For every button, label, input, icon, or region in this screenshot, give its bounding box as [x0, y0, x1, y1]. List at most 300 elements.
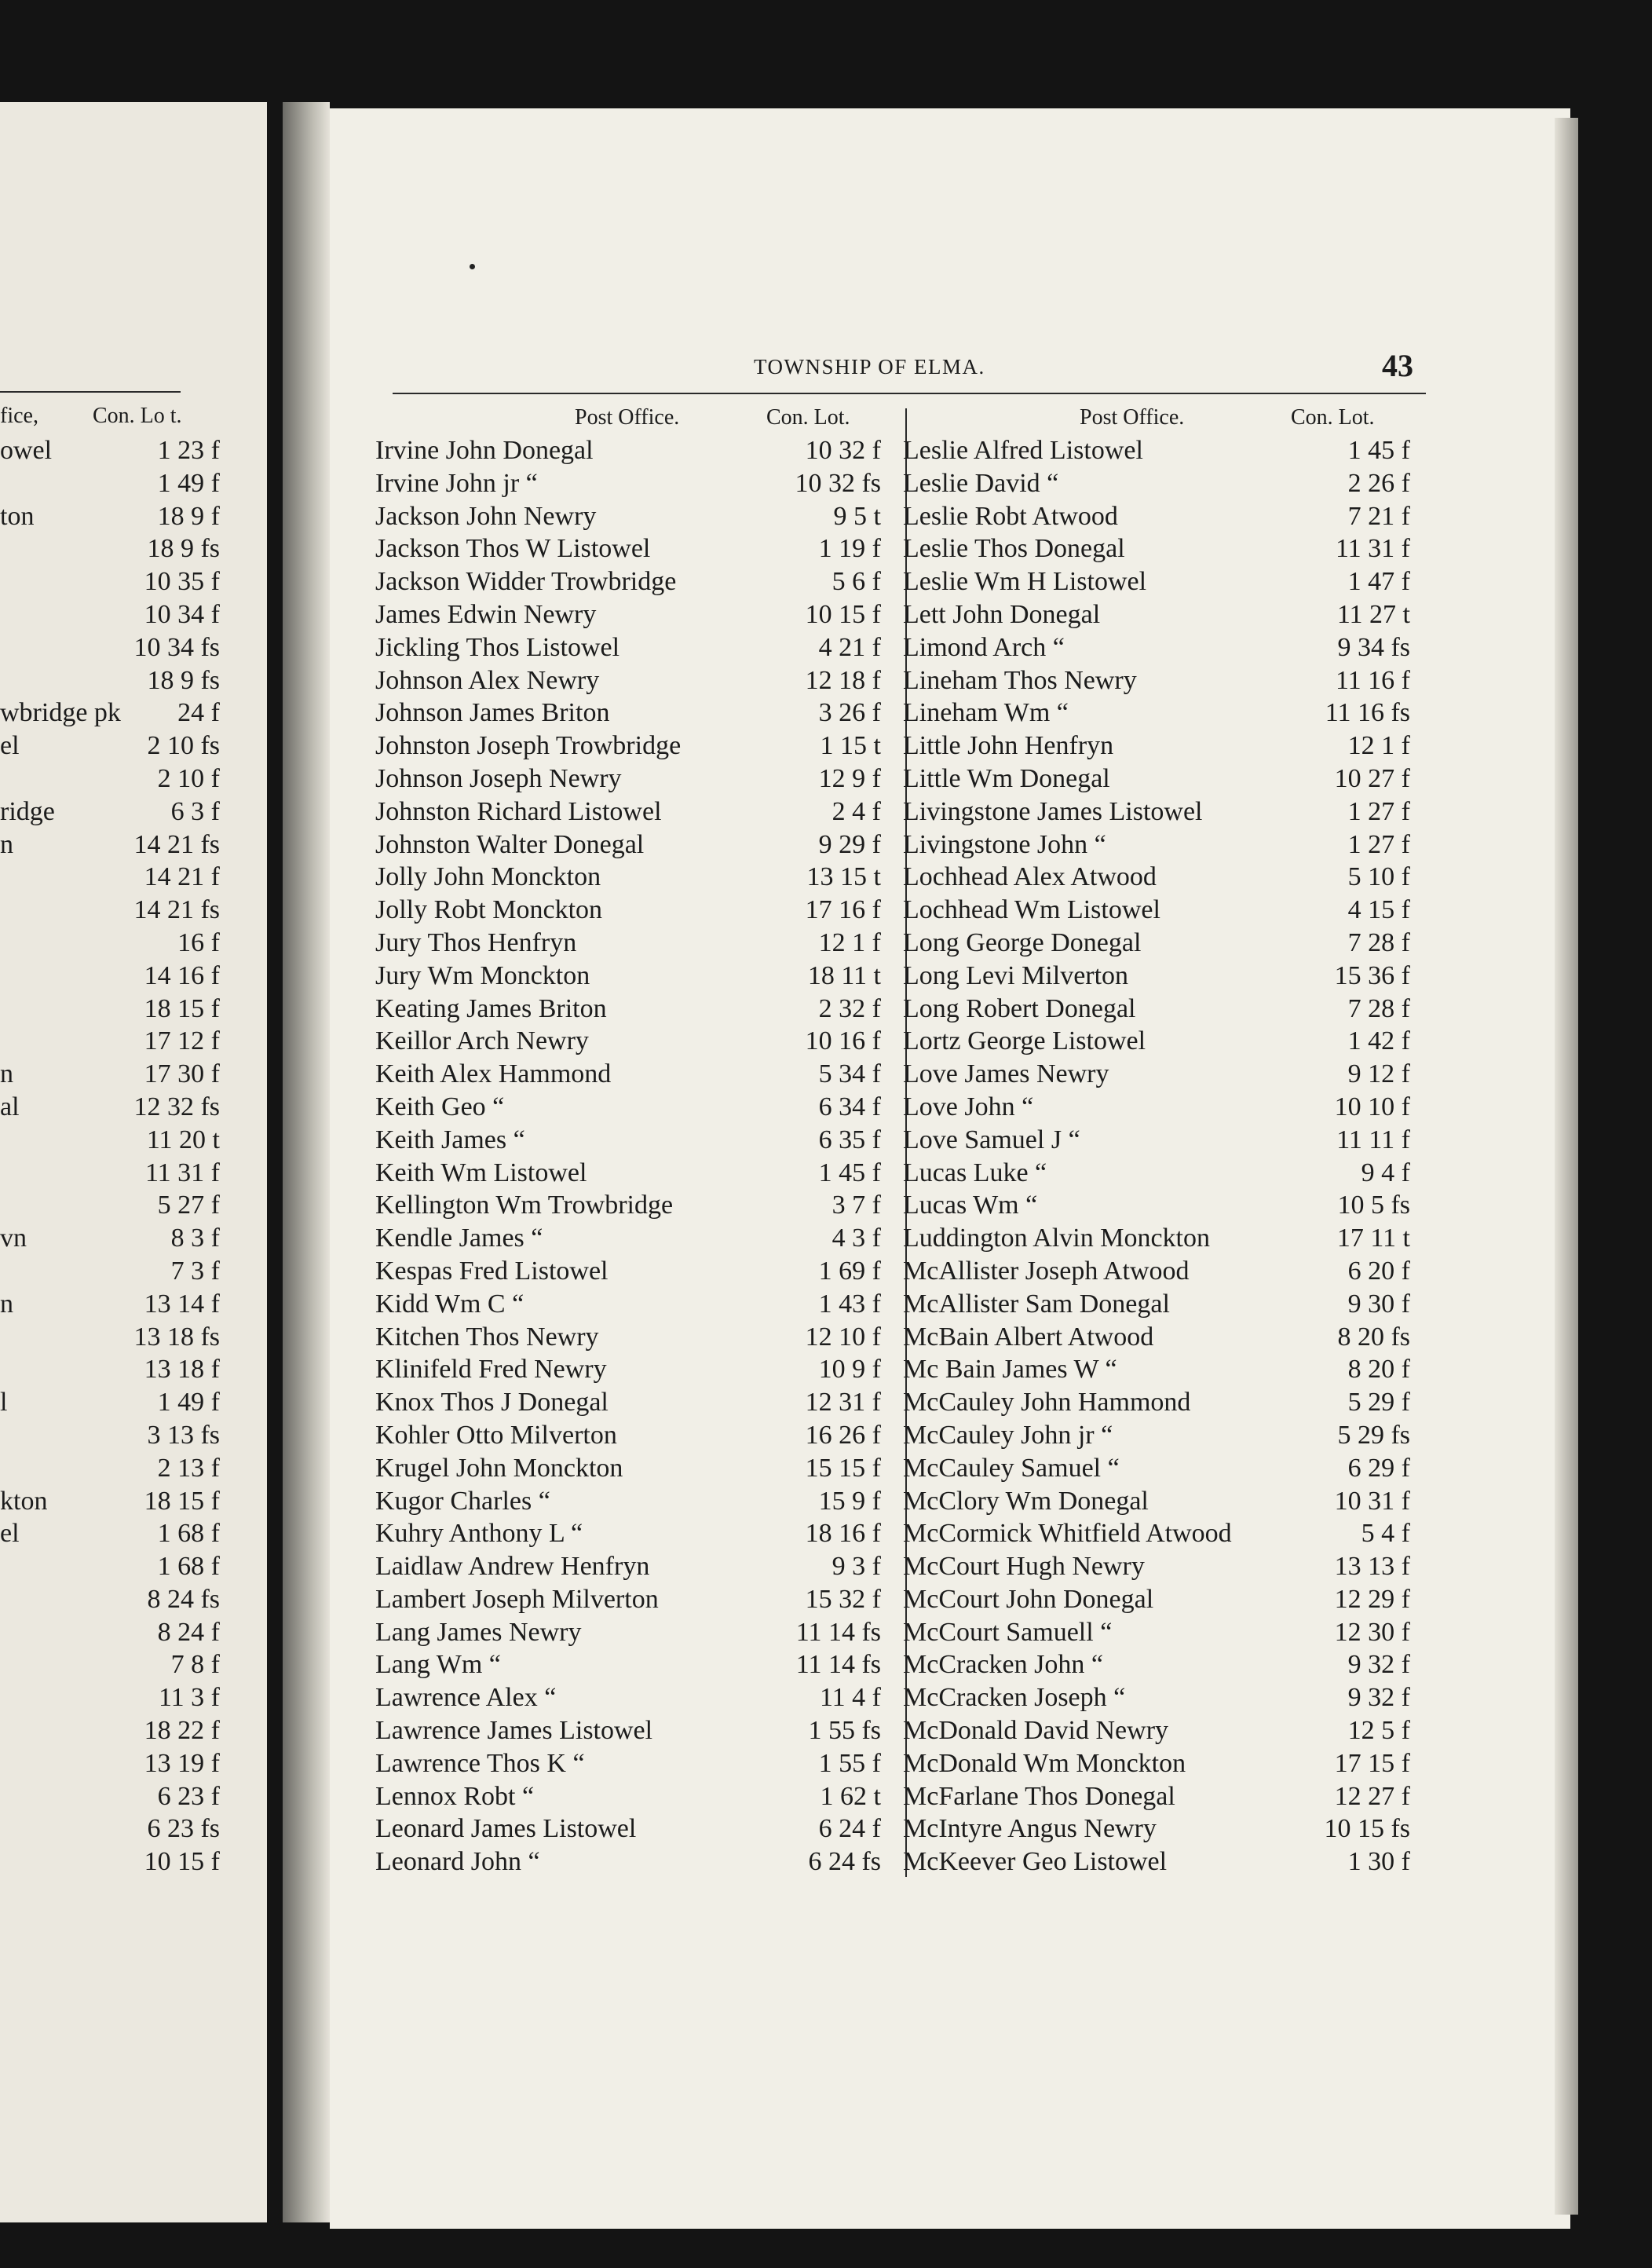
resident-name-post-office: McCauley John jr “	[903, 1420, 1113, 1450]
directory-entry	[903, 1780, 1410, 1813]
concession-lot: 8 20 fs	[1337, 1322, 1410, 1352]
concession-lot: 11 31 f	[1335, 534, 1410, 564]
directory-entry	[903, 631, 1410, 664]
left-page-text-fragment: n	[0, 1059, 13, 1089]
resident-name-post-office: Leslie Wm H Listowel	[903, 567, 1147, 597]
directory-entry	[903, 763, 1410, 796]
directory-entry	[903, 1386, 1410, 1419]
left-page-entry	[0, 1780, 220, 1813]
concession-lot: 12 10 f	[805, 1322, 881, 1352]
directory-entry	[903, 1517, 1410, 1550]
directory-entry	[375, 1353, 881, 1386]
directory-entry	[375, 532, 881, 565]
directory-entry	[903, 1485, 1410, 1518]
directory-entry	[903, 1222, 1410, 1255]
left-page-text-fragment: l	[0, 1388, 8, 1418]
left-page-text-fragment: el	[0, 1519, 20, 1549]
directory-entry	[375, 598, 881, 631]
left-page-entry	[0, 1189, 220, 1222]
directory-entry	[903, 1714, 1410, 1747]
left-page-entry	[0, 434, 220, 467]
left-page-concession-lot: 10 34 f	[144, 599, 220, 629]
left-page-concession-lot: 13 18 f	[144, 1355, 220, 1385]
directory-entry	[375, 861, 881, 894]
concession-lot: 1 15 t	[820, 731, 881, 761]
resident-name-post-office: Klinifeld Fred Newry	[375, 1355, 607, 1385]
concession-lot: 1 42 f	[1347, 1026, 1410, 1056]
directory-entry	[903, 1255, 1410, 1288]
resident-name-post-office: Lochhead Wm Listowel	[903, 895, 1160, 925]
resident-name-post-office: Kohler Otto Milverton	[375, 1420, 617, 1450]
left-page-concession-lot: 11 31 f	[144, 1158, 220, 1187]
directory-entry	[903, 1124, 1410, 1157]
directory-entry	[903, 500, 1410, 533]
resident-name-post-office: Keillor Arch Newry	[375, 1026, 589, 1056]
resident-name-post-office: McIntyre Angus Newry	[903, 1814, 1157, 1844]
resident-name-post-office: Jury Wm Monckton	[375, 960, 590, 990]
resident-name-post-office: Lang Wm “	[375, 1650, 501, 1680]
left-page-entry	[0, 763, 220, 796]
concession-lot: 4 21 f	[818, 632, 881, 662]
concession-lot: 11 16 fs	[1325, 698, 1410, 728]
concession-lot: 17 11 t	[1336, 1224, 1410, 1253]
concession-lot: 9 5 t	[833, 501, 881, 531]
resident-name-post-office: Leslie Robt Atwood	[903, 501, 1118, 531]
left-page-concession-lot: 3 13 fs	[147, 1420, 220, 1450]
directory-entry	[375, 763, 881, 796]
resident-name-post-office: Lortz George Listowel	[903, 1026, 1146, 1056]
concession-lot: 12 5 f	[1347, 1716, 1410, 1746]
concession-lot: 1 27 f	[1347, 829, 1410, 859]
directory-entry	[375, 730, 881, 763]
left-page-header-rule	[0, 391, 181, 393]
left-page-entry	[0, 1222, 220, 1255]
left-page-entry	[0, 1288, 220, 1321]
resident-name-post-office: McCauley Samuel “	[903, 1453, 1120, 1483]
directory-entry	[375, 434, 881, 467]
resident-name-post-office: Livingstone John “	[903, 829, 1106, 859]
left-page-entry	[0, 631, 220, 664]
directory-entry	[375, 1386, 881, 1419]
directory-entry	[375, 1124, 881, 1157]
concession-lot: 1 55 f	[818, 1748, 881, 1778]
resident-name-post-office: Lawrence Thos K “	[375, 1748, 585, 1778]
left-page-concession-lot: 18 15 f	[144, 993, 220, 1023]
directory-entry	[375, 927, 881, 960]
page-gutter	[283, 102, 330, 2222]
concession-lot: 4 3 f	[831, 1224, 881, 1253]
left-page-entry	[0, 796, 220, 829]
concession-lot: 7 28 f	[1347, 993, 1410, 1023]
header-rule	[393, 393, 1426, 394]
concession-lot: 2 26 f	[1347, 468, 1410, 498]
left-page-concession-lot: 14 21 fs	[133, 829, 220, 859]
directory-entry	[375, 1648, 881, 1681]
left-page-entry	[0, 1714, 220, 1747]
concession-lot: 4 15 f	[1347, 895, 1410, 925]
concession-lot: 11 14 fs	[795, 1650, 881, 1680]
concession-lot: 10 15 fs	[1324, 1814, 1410, 1844]
directory-entry	[375, 500, 881, 533]
directory-entry	[903, 1616, 1410, 1649]
left-page-concession-lot: 5 27 f	[157, 1191, 220, 1220]
directory-entry	[903, 730, 1410, 763]
left-page-concession-lot: 17 12 f	[144, 1026, 220, 1056]
concession-lot: 15 9 f	[818, 1486, 881, 1516]
directory-entry	[903, 960, 1410, 993]
concession-lot: 11 4 f	[819, 1683, 881, 1713]
concession-lot: 15 32 f	[805, 1584, 881, 1614]
directory-entry	[375, 960, 881, 993]
directory-entry	[375, 1091, 881, 1124]
resident-name-post-office: Leonard John “	[375, 1847, 540, 1877]
left-page-concession-lot: 6 23 f	[157, 1781, 220, 1811]
directory-entry	[375, 1616, 881, 1649]
concession-lot: 10 5 fs	[1337, 1191, 1410, 1220]
resident-name-post-office: Johnson Joseph Newry	[375, 763, 622, 793]
directory-entry	[903, 1321, 1410, 1354]
resident-name-post-office: Keating James Briton	[375, 993, 607, 1023]
resident-name-post-office: McCracken Joseph “	[903, 1683, 1126, 1713]
concession-lot: 1 45 f	[1347, 436, 1410, 465]
left-page-concession-lot: 8 24 f	[157, 1617, 220, 1647]
left-page-text-fragment: el	[0, 731, 20, 761]
directory-entry	[375, 829, 881, 861]
resident-name-post-office: Leslie Thos Donegal	[903, 534, 1125, 564]
resident-name-post-office: Krugel John Monckton	[375, 1453, 623, 1483]
left-page-entry	[0, 1452, 220, 1485]
column-1-entry-list	[375, 434, 881, 1878]
ink-speck	[470, 264, 475, 269]
directory-entry	[903, 1550, 1410, 1583]
directory-entry	[375, 1714, 881, 1747]
concession-lot: 6 24 f	[818, 1814, 881, 1844]
left-page-concession-lot: 2 10 f	[157, 763, 220, 793]
resident-name-post-office: Jackson Thos W Listowel	[375, 534, 651, 564]
directory-entry	[375, 664, 881, 697]
left-page-entry	[0, 861, 220, 894]
left-page-entry	[0, 697, 220, 730]
resident-name-post-office: McCourt Hugh Newry	[903, 1552, 1145, 1582]
concession-lot: 6 34 f	[818, 1092, 881, 1121]
concession-lot: 12 27 f	[1334, 1781, 1410, 1811]
resident-name-post-office: Love John “	[903, 1092, 1034, 1121]
concession-lot: 9 3 f	[831, 1552, 881, 1582]
concession-lot: 10 31 f	[1334, 1486, 1410, 1516]
resident-name-post-office: Livingstone James Listowel	[903, 796, 1203, 826]
directory-entry	[903, 1025, 1410, 1058]
directory-entry	[375, 1058, 881, 1091]
resident-name-post-office: McCracken John “	[903, 1650, 1103, 1680]
column-1-post-office-header: Post Office.	[575, 405, 680, 430]
resident-name-post-office: Jickling Thos Listowel	[375, 632, 620, 662]
directory-entry	[375, 1681, 881, 1714]
concession-lot: 5 6 f	[831, 567, 881, 597]
concession-lot: 5 29 f	[1347, 1388, 1410, 1418]
left-page-concession-lot: 7 8 f	[170, 1650, 220, 1680]
left-page-con-lot-header: Con. Lo t.	[93, 404, 182, 428]
directory-entry	[903, 1648, 1410, 1681]
concession-lot: 6 20 f	[1347, 1256, 1410, 1286]
left-page-concession-lot: 6 3 f	[170, 796, 220, 826]
left-page-text-fragment: ridge	[0, 796, 55, 826]
resident-name-post-office: Jolly John Monckton	[375, 862, 601, 892]
directory-entry	[375, 1321, 881, 1354]
left-page-concession-lot: 1 68 f	[157, 1519, 220, 1549]
left-page-concession-lot: 11 3 f	[158, 1683, 220, 1713]
left-page-entry	[0, 1616, 220, 1649]
concession-lot: 1 62 t	[820, 1781, 881, 1811]
directory-entry	[903, 796, 1410, 829]
directory-entry	[903, 1353, 1410, 1386]
left-page-concession-lot: 14 21 f	[144, 862, 220, 892]
directory-entry	[903, 1157, 1410, 1190]
left-page-concession-lot: 18 15 f	[144, 1486, 220, 1516]
concession-lot: 8 20 f	[1347, 1355, 1410, 1385]
left-page-entry	[0, 1485, 220, 1518]
left-page-entry	[0, 1681, 220, 1714]
directory-entry	[375, 565, 881, 598]
directory-entry	[903, 1058, 1410, 1091]
left-page-entry	[0, 1255, 220, 1288]
resident-name-post-office: Long Levi Milverton	[903, 960, 1129, 990]
directory-entry	[375, 1025, 881, 1058]
resident-name-post-office: Kellington Wm Trowbridge	[375, 1191, 674, 1220]
concession-lot: 12 30 f	[1334, 1617, 1410, 1647]
left-page-text-fragment: al	[0, 1092, 20, 1121]
left-page-entry	[0, 1550, 220, 1583]
concession-lot: 10 16 f	[805, 1026, 881, 1056]
concession-lot: 15 36 f	[1334, 960, 1410, 990]
left-page-entry	[0, 1321, 220, 1354]
concession-lot: 10 27 f	[1334, 763, 1410, 793]
directory-entry	[375, 1550, 881, 1583]
concession-lot: 2 32 f	[818, 993, 881, 1023]
resident-name-post-office: Leonard James Listowel	[375, 1814, 637, 1844]
concession-lot: 9 30 f	[1347, 1289, 1410, 1319]
resident-name-post-office: Lucas Luke “	[903, 1158, 1047, 1187]
directory-entry	[903, 532, 1410, 565]
left-page-text-fragment: n	[0, 829, 13, 859]
resident-name-post-office: Lawrence James Listowel	[375, 1716, 653, 1746]
directory-entry	[375, 1255, 881, 1288]
resident-name-post-office: Keith James “	[375, 1125, 525, 1154]
resident-name-post-office: Keith Geo “	[375, 1092, 505, 1121]
left-page-entry	[0, 1091, 220, 1124]
resident-name-post-office: Lucas Wm “	[903, 1191, 1038, 1220]
left-page-concession-lot: 13 18 fs	[133, 1322, 220, 1352]
concession-lot: 17 15 f	[1334, 1748, 1410, 1778]
left-page-entry	[0, 1517, 220, 1550]
concession-lot: 3 7 f	[831, 1191, 881, 1220]
concession-lot: 13 13 f	[1334, 1552, 1410, 1582]
resident-name-post-office: Love James Newry	[903, 1059, 1109, 1089]
left-page-entry	[0, 960, 220, 993]
directory-entry	[903, 894, 1410, 927]
concession-lot: 3 26 f	[818, 698, 881, 728]
left-page-entry	[0, 894, 220, 927]
directory-entry	[375, 1845, 881, 1878]
left-page-text-fragment: owel	[0, 436, 53, 465]
concession-lot: 15 15 f	[805, 1453, 881, 1483]
resident-name-post-office: Kendle James “	[375, 1224, 543, 1253]
concession-lot: 13 15 t	[806, 862, 881, 892]
directory-entry	[903, 467, 1410, 500]
concession-lot: 18 11 t	[807, 960, 881, 990]
resident-name-post-office: McAllister Sam Donegal	[903, 1289, 1170, 1319]
resident-name-post-office: Lochhead Alex Atwood	[903, 862, 1157, 892]
left-page-text-fragment: wbridge pk	[0, 698, 121, 728]
concession-lot: 12 18 f	[805, 665, 881, 695]
resident-name-post-office: Leslie David “	[903, 468, 1059, 498]
resident-name-post-office: Leslie Alfred Listowel	[903, 436, 1143, 465]
left-page-entry	[0, 1025, 220, 1058]
concession-lot: 9 32 f	[1347, 1683, 1410, 1713]
left-page-entry	[0, 598, 220, 631]
concession-lot: 12 1 f	[818, 927, 881, 957]
concession-lot: 12 1 f	[1347, 731, 1410, 761]
concession-lot: 17 16 f	[805, 895, 881, 925]
left-page-entry	[0, 1124, 220, 1157]
directory-entry	[375, 1288, 881, 1321]
left-page-concession-lot: 24 f	[177, 698, 220, 728]
concession-lot: 18 16 f	[805, 1519, 881, 1549]
resident-name-post-office: McDonald Wm Monckton	[903, 1748, 1186, 1778]
directory-entry	[903, 565, 1410, 598]
concession-lot: 9 12 f	[1347, 1059, 1410, 1089]
left-page-concession-lot: 10 35 f	[144, 567, 220, 597]
directory-entry	[375, 993, 881, 1026]
resident-name-post-office: Kidd Wm C “	[375, 1289, 524, 1319]
resident-name-post-office: Long George Donegal	[903, 927, 1142, 957]
column-2-entry-list	[903, 434, 1410, 1878]
concession-lot: 1 45 f	[818, 1158, 881, 1187]
resident-name-post-office: Lineham Thos Newry	[903, 665, 1137, 695]
directory-entry	[903, 434, 1410, 467]
resident-name-post-office: Little Wm Donegal	[903, 763, 1110, 793]
left-page-entry	[0, 467, 220, 500]
resident-name-post-office: Love Samuel J “	[903, 1125, 1080, 1154]
resident-name-post-office: Keith Alex Hammond	[375, 1059, 612, 1089]
concession-lot: 9 34 fs	[1337, 632, 1410, 662]
resident-name-post-office: Jolly Robt Monckton	[375, 895, 603, 925]
concession-lot: 5 10 f	[1347, 862, 1410, 892]
resident-name-post-office: James Edwin Newry	[375, 599, 597, 629]
concession-lot: 12 31 f	[805, 1388, 881, 1418]
resident-name-post-office: McClory Wm Donegal	[903, 1486, 1149, 1516]
concession-lot: 10 32 fs	[795, 468, 881, 498]
concession-lot: 12 29 f	[1334, 1584, 1410, 1614]
concession-lot: 9 4 f	[1361, 1158, 1410, 1187]
page-number: 43	[1382, 348, 1413, 383]
left-page-concession-lot: 18 9 fs	[147, 665, 220, 695]
resident-name-post-office: McAllister Joseph Atwood	[903, 1256, 1190, 1286]
directory-entry	[903, 1845, 1410, 1878]
resident-name-post-office: Lawrence Alex “	[375, 1683, 557, 1713]
resident-name-post-office: Lang James Newry	[375, 1617, 582, 1647]
left-page-entry	[0, 1157, 220, 1190]
left-page-concession-lot: 8 24 fs	[147, 1584, 220, 1614]
left-page-entry	[0, 1353, 220, 1386]
resident-name-post-office: Knox Thos J Donegal	[375, 1388, 609, 1418]
concession-lot: 5 29 fs	[1337, 1420, 1410, 1450]
left-page-concession-lot: 12 32 fs	[133, 1092, 220, 1121]
left-page-concession-lot: 13 14 f	[144, 1289, 220, 1319]
resident-name-post-office: Mc Bain James W “	[903, 1355, 1117, 1385]
directory-entry	[375, 796, 881, 829]
left-page-concession-lot: 18 9 f	[157, 501, 220, 531]
left-page-entry	[0, 565, 220, 598]
resident-name-post-office: Johnston Richard Listowel	[375, 796, 662, 826]
directory-entry	[903, 927, 1410, 960]
directory-entry	[375, 1517, 881, 1550]
column-1-con-lot-header: Con. Lot.	[766, 405, 850, 430]
column-2-con-lot-header: Con. Lot.	[1291, 405, 1375, 430]
left-page-concession-lot: 8 3 f	[170, 1224, 220, 1253]
left-page-entry-list	[0, 434, 220, 1878]
left-page-entry	[0, 1386, 220, 1419]
directory-entry	[375, 1189, 881, 1222]
left-page-text-fragment: ton	[0, 501, 35, 531]
left-page-concession-lot: 7 3 f	[170, 1256, 220, 1286]
resident-name-post-office: Long Robert Donegal	[903, 993, 1136, 1023]
left-page-text-fragment: kton	[0, 1486, 48, 1516]
directory-entry	[375, 631, 881, 664]
directory-entry	[375, 1419, 881, 1452]
directory-entry	[375, 1813, 881, 1845]
resident-name-post-office: Lambert Joseph Milverton	[375, 1584, 659, 1614]
resident-name-post-office: Jury Thos Henfryn	[375, 927, 577, 957]
concession-lot: 1 19 f	[818, 534, 881, 564]
resident-name-post-office: Lett John Donegal	[903, 599, 1101, 629]
directory-entry	[375, 467, 881, 500]
concession-lot: 11 14 fs	[795, 1617, 881, 1647]
left-page-entry	[0, 1419, 220, 1452]
column-2-post-office-header: Post Office.	[1080, 405, 1185, 430]
left-page-concession-lot: 1 68 f	[157, 1552, 220, 1582]
resident-name-post-office: Jackson John Newry	[375, 501, 597, 531]
resident-name-post-office: Keith Wm Listowel	[375, 1158, 587, 1187]
directory-entry	[375, 1583, 881, 1616]
directory-entry	[903, 1681, 1410, 1714]
left-page-entry	[0, 927, 220, 960]
resident-name-post-office: McDonald David Newry	[903, 1716, 1169, 1746]
resident-name-post-office: Johnston Joseph Trowbridge	[375, 731, 682, 761]
page-edge	[1555, 118, 1578, 2215]
left-page-concession-lot: 2 13 f	[157, 1453, 220, 1483]
concession-lot: 11 16 f	[1335, 665, 1410, 695]
concession-lot: 12 9 f	[818, 763, 881, 793]
directory-entry	[903, 993, 1410, 1026]
concession-lot: 1 55 fs	[808, 1716, 881, 1746]
concession-lot: 1 43 f	[818, 1289, 881, 1319]
directory-entry	[903, 664, 1410, 697]
left-page-entry	[0, 532, 220, 565]
resident-name-post-office: McCourt Samuell “	[903, 1617, 1113, 1647]
left-page-concession-lot: 10 15 f	[144, 1847, 220, 1877]
left-page-entry	[0, 500, 220, 533]
directory-entry	[375, 1452, 881, 1485]
left-page-concession-lot: 17 30 f	[144, 1059, 220, 1089]
resident-name-post-office: McFarlane Thos Donegal	[903, 1781, 1175, 1811]
left-page-entry	[0, 730, 220, 763]
directory-entry	[903, 1189, 1410, 1222]
concession-lot: 2 4 f	[831, 796, 881, 826]
resident-name-post-office: Kugor Charles “	[375, 1486, 550, 1516]
directory-entry	[375, 1780, 881, 1813]
concession-lot: 6 35 f	[818, 1125, 881, 1154]
concession-lot: 9 29 f	[818, 829, 881, 859]
